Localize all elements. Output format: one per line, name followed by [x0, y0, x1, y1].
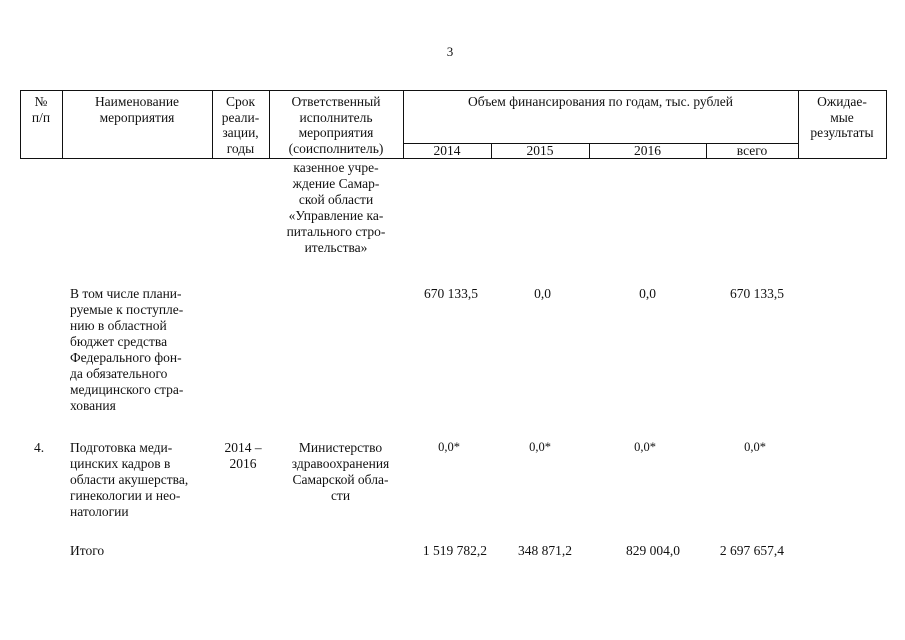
row-federal-fund-name: В том числе плани- руемые к поступле- нию в областной бюджет средства Федерального фон- да обязательного медицинского стра- хования: [70, 286, 184, 413]
row-total-2016: 829 004,0: [626, 543, 680, 558]
continuation-responsible: казенное учре- ждение Самар- ской области «Управление ка- питального стро- ительства»: [286, 160, 386, 255]
header-top-border: [20, 90, 886, 91]
header-responsible: Ответственный исполнитель мероприятия (соисполнитель): [288, 94, 384, 156]
page-number: 3: [446, 44, 454, 59]
header-num: № п/п: [31, 94, 51, 125]
row-4-2014: 0,0*: [438, 440, 460, 454]
row-total-2015: 348 871,2: [518, 543, 572, 558]
col-border-9: [886, 90, 887, 159]
row-federal-fund-total: 670 133,5: [730, 286, 784, 301]
header-name: Наименование мероприятия: [94, 94, 180, 125]
row-4-2016: 0,0*: [634, 440, 656, 454]
header-year-2014: 2014: [433, 143, 461, 158]
row-federal-fund-2015: 0,0: [534, 286, 551, 301]
row-4-total: 0,0*: [744, 440, 766, 454]
header-year-total: всего: [736, 143, 768, 158]
row-4-name: Подготовка меди- цинских кадров в области акушерства, гинекологии и нео- натологии: [70, 440, 189, 519]
row-4-responsible: Министерство здравоохранения Самарской обла- сти: [291, 440, 390, 503]
header-term: Срок реали- зации, годы: [221, 94, 260, 156]
row-4-num: 4.: [34, 440, 45, 455]
header-year-2015: 2015: [526, 143, 554, 158]
row-4-term: 2014 – 2016: [224, 440, 262, 471]
row-4-2015: 0,0*: [529, 440, 551, 454]
row-total-name: Итого: [70, 543, 105, 558]
header-year-2016: 2016: [634, 143, 661, 158]
row-federal-fund-2014: 670 133,5: [424, 286, 478, 301]
header-results: Ожидае- мые результаты: [810, 94, 874, 140]
row-federal-fund-2016: 0,0: [639, 286, 656, 301]
row-total-total: 2 697 657,4: [719, 543, 784, 558]
header-financing: Объем финансирования по годам, тыс. рублей: [468, 94, 733, 109]
row-total-2014: 1 519 782,2: [422, 543, 487, 558]
